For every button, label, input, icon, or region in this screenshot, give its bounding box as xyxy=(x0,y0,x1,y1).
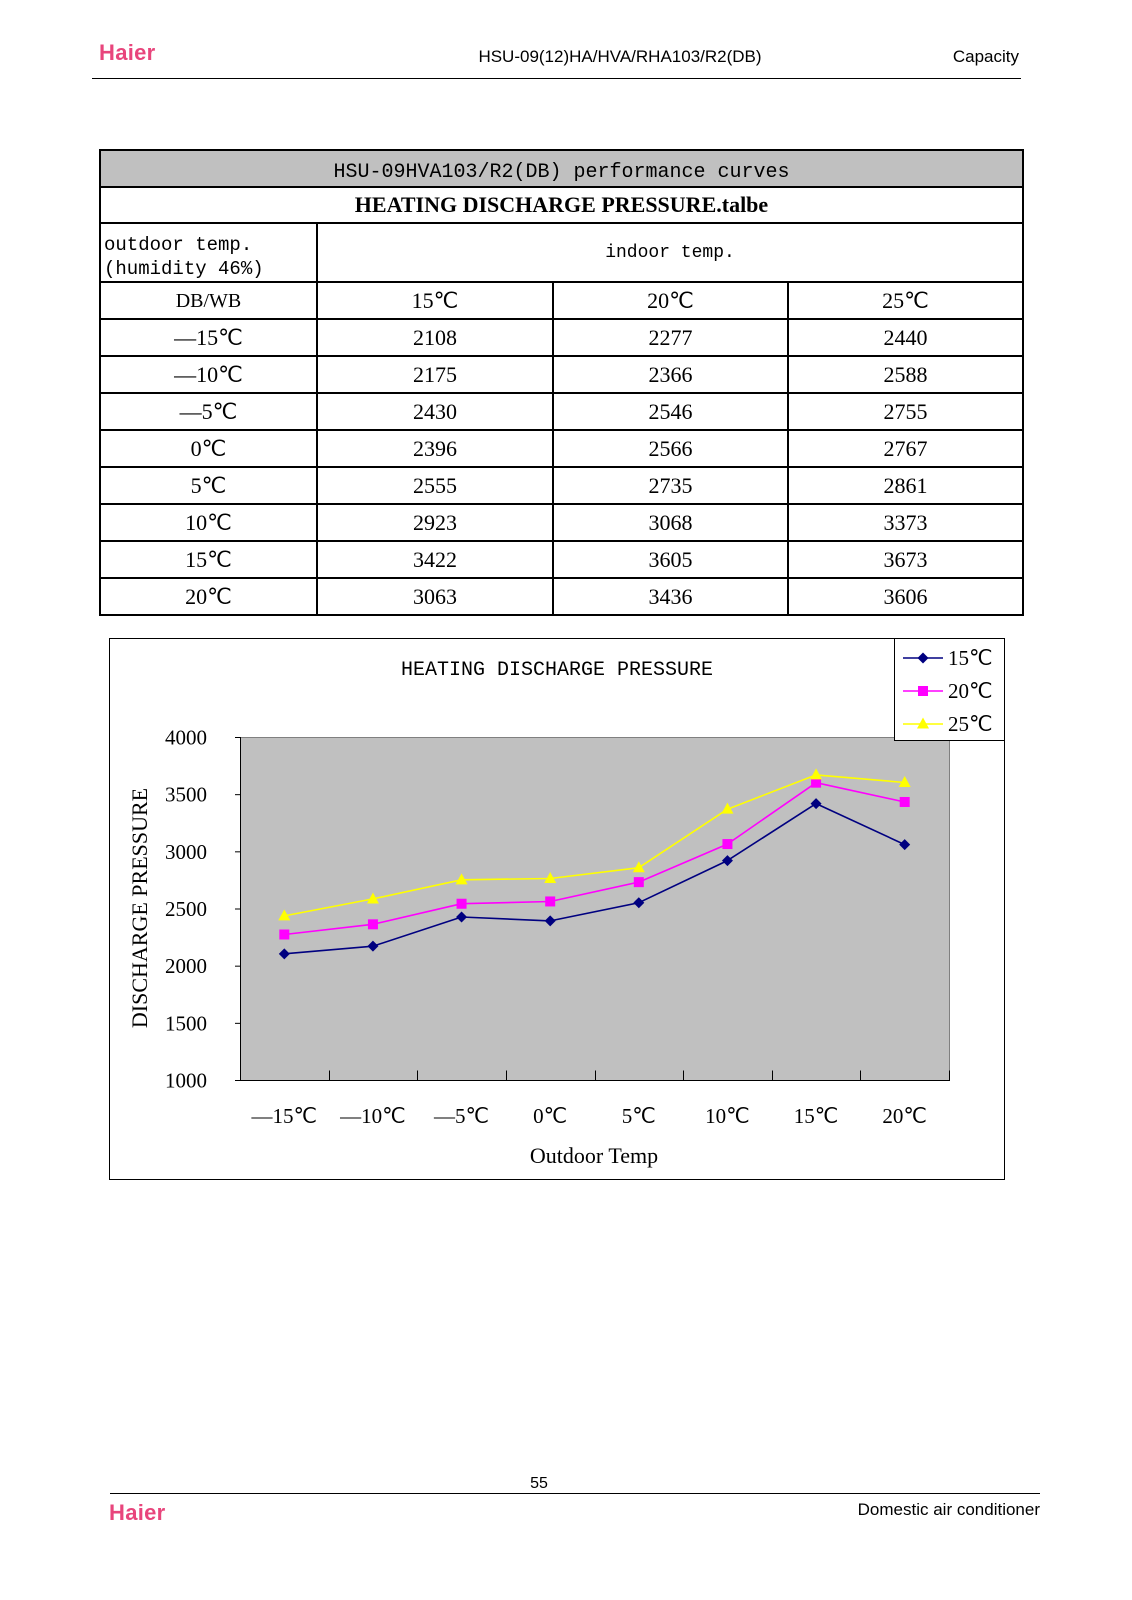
header-rule xyxy=(92,78,1021,79)
footer-rule xyxy=(110,1493,1040,1494)
pressure-value: 3063 xyxy=(318,579,552,614)
pressure-value: 3436 xyxy=(554,579,787,614)
y-tick-label: 2000 xyxy=(165,954,207,979)
x-tick-label: 20℃ xyxy=(882,1104,927,1128)
x-tick-label: 5℃ xyxy=(621,1104,656,1128)
legend-label: 15℃ xyxy=(948,646,993,670)
chart-title: HEATING DISCHARGE PRESSURE xyxy=(400,659,714,682)
outdoor-temp-label xyxy=(101,224,316,281)
y-tick-label: 2500 xyxy=(165,897,207,921)
pressure-value: 3373 xyxy=(789,505,1022,540)
outdoor-temp-line: outdoor temp. xyxy=(104,234,253,256)
y-tick-label: 4000 xyxy=(165,725,207,750)
pressure-value: 2588 xyxy=(789,357,1022,392)
x-tick-label: 10℃ xyxy=(705,1104,750,1128)
pressure-value: 3673 xyxy=(789,542,1022,577)
x-tick-label: —15℃ xyxy=(251,1104,318,1128)
pressure-value: 2767 xyxy=(789,431,1022,466)
pressure-value: 3605 xyxy=(554,542,787,577)
row-label: —5℃ xyxy=(101,394,316,429)
row-label: 5℃ xyxy=(101,468,316,503)
x-tick-label: —10℃ xyxy=(340,1104,406,1128)
pressure-value: 2555 xyxy=(318,468,552,503)
model-number: HSU-09(12)HA/HVA/RHA103/R2(DB) xyxy=(478,47,762,66)
pressure-value: 2396 xyxy=(318,431,552,466)
pressure-value: 2546 xyxy=(554,394,787,429)
y-axis-title: DISCHARGE PRESSURE xyxy=(127,787,152,1029)
performance-table xyxy=(99,149,1024,616)
x-axis-title: Outdoor Temp xyxy=(529,1143,659,1168)
row-label: 10℃ xyxy=(101,505,316,540)
row-label: 0℃ xyxy=(101,431,316,466)
column-header-20c: 20℃ xyxy=(554,283,787,318)
column-header-15c: 15℃ xyxy=(318,283,552,318)
pressure-value: 3068 xyxy=(554,505,787,540)
section-title: Capacity xyxy=(952,47,1019,66)
y-tick-label: 1000 xyxy=(165,1068,207,1093)
pressure-value: 2755 xyxy=(789,394,1022,429)
pressure-value: 2108 xyxy=(318,320,552,355)
footer-caption: Domestic air conditioner xyxy=(857,1500,1040,1519)
legend-label: 20℃ xyxy=(948,679,993,703)
pressure-value: 2566 xyxy=(554,431,787,466)
series-point-20c-4 xyxy=(634,877,644,887)
pressure-value: 2923 xyxy=(318,505,552,540)
pressure-value: 3606 xyxy=(789,579,1022,614)
row-label: 15℃ xyxy=(101,542,316,577)
db-wb-header: DB/WB xyxy=(101,283,316,318)
haier-logo-footer: Haier xyxy=(109,1500,166,1525)
pressure-value: 3422 xyxy=(318,542,552,577)
series-point-20c-2 xyxy=(457,899,467,909)
row-label: —15℃ xyxy=(101,320,316,355)
table-title: HSU-09HVA103/R2(DB) performance curves xyxy=(101,151,1022,186)
pressure-value: 2366 xyxy=(554,357,787,392)
table-subtitle: HEATING DISCHARGE PRESSURE.talbe xyxy=(101,188,1022,222)
pressure-value: 2440 xyxy=(789,320,1022,355)
column-header-25c: 25℃ xyxy=(789,283,1022,318)
pressure-value: 2175 xyxy=(318,357,552,392)
indoor-temp-label: indoor temp. xyxy=(318,224,1022,281)
page-number: 55 xyxy=(530,1475,548,1492)
pressure-value: 2430 xyxy=(318,394,552,429)
series-point-20c-7 xyxy=(900,797,910,807)
y-tick-label: 3500 xyxy=(165,782,207,807)
x-tick-label: 0℃ xyxy=(533,1104,568,1128)
series-point-20c-0 xyxy=(279,929,289,939)
row-label: 20℃ xyxy=(101,579,316,614)
pressure-value: 2861 xyxy=(789,468,1022,503)
y-tick-label: 1500 xyxy=(165,1011,207,1036)
series-point-20c-1 xyxy=(368,919,378,929)
legend-label: 25℃ xyxy=(948,712,993,736)
x-tick-label: —5℃ xyxy=(434,1104,490,1128)
y-tick-label: 3000 xyxy=(165,839,207,864)
x-tick-label: 15℃ xyxy=(793,1104,839,1128)
humidity-line: (humidity 46%) xyxy=(104,258,264,280)
haier-logo: Haier xyxy=(99,40,156,65)
row-label: —10℃ xyxy=(101,357,316,392)
chart-legend xyxy=(895,639,1005,741)
heating-discharge-pressure-chart xyxy=(109,638,1005,1180)
pressure-value: 2735 xyxy=(554,468,787,503)
series-point-20c-3 xyxy=(545,896,555,906)
series-point-20c-5 xyxy=(722,839,732,849)
legend-marker-square xyxy=(918,686,928,696)
pressure-value: 2277 xyxy=(554,320,787,355)
